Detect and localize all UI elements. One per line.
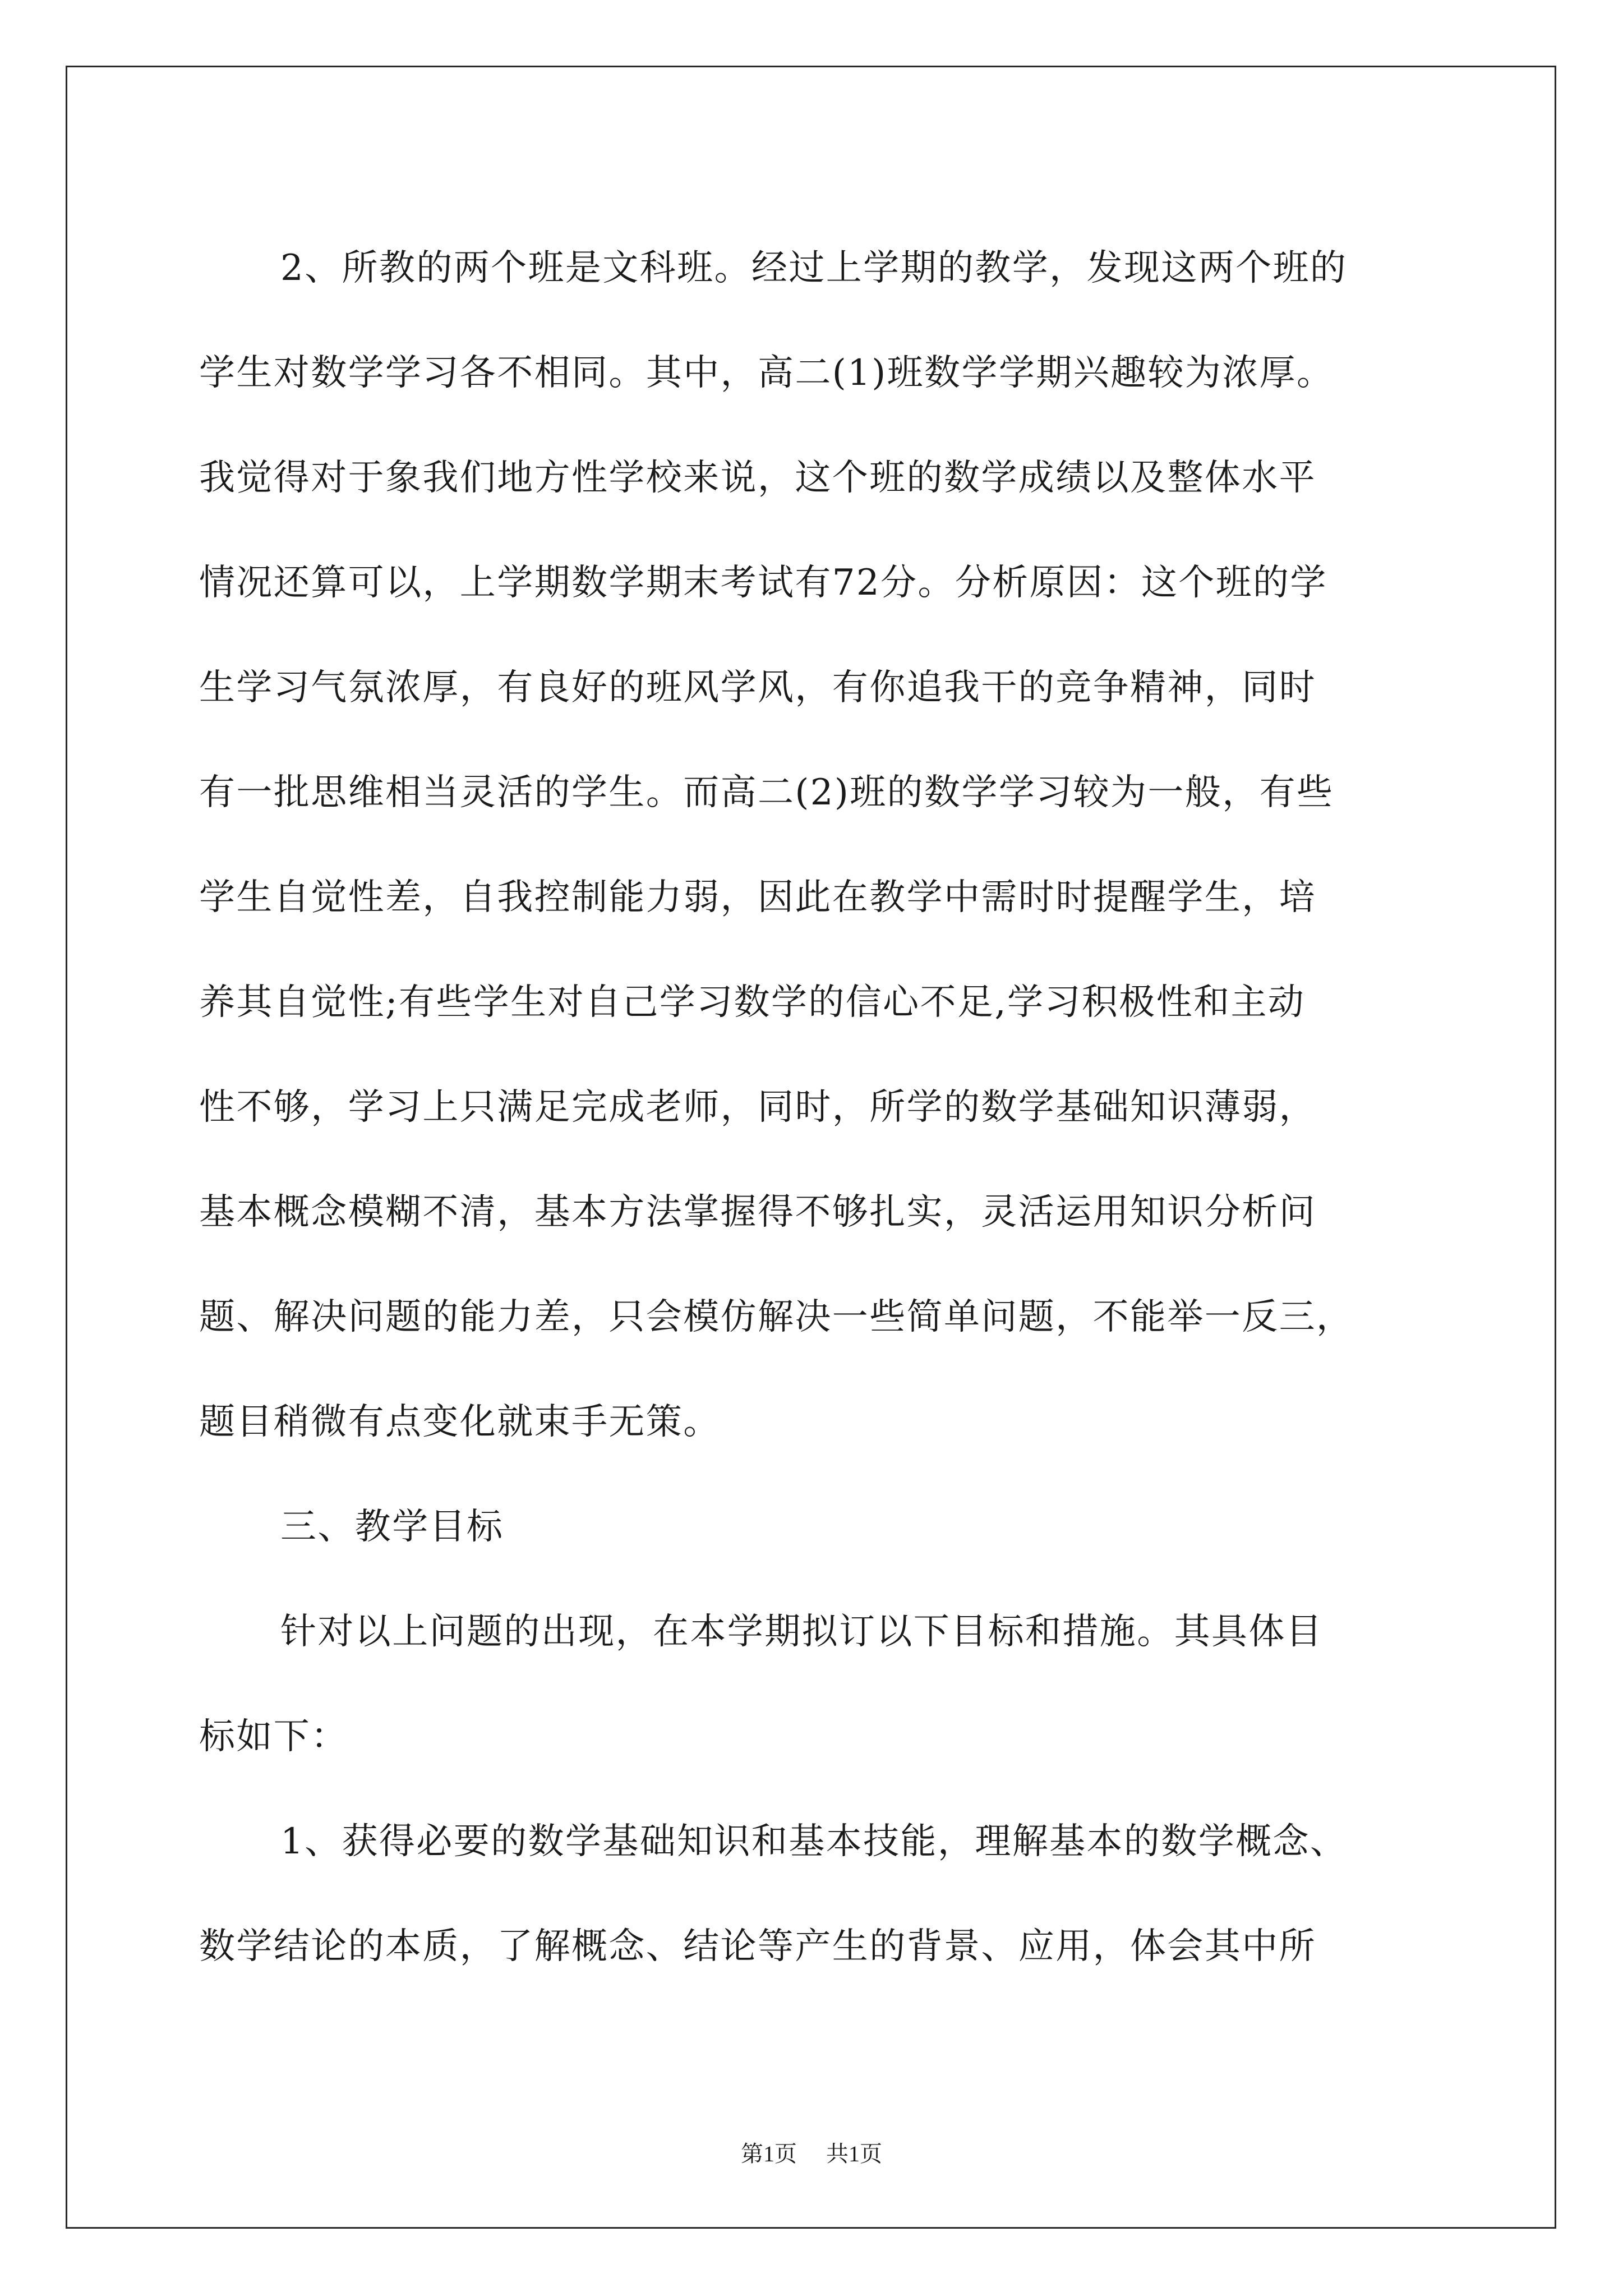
text-line: 学生对数学学习各不相同。其中，高二(1)班数学学期兴趣较为浓厚。: [199, 352, 1334, 394]
page-total: 共1页: [826, 2141, 882, 2166]
text-line: 情况还算可以，上学期数学期末考试有72分。分析原因：这个班的学: [199, 562, 1327, 604]
text-line: 学生自觉性差，自我控制能力弱，因此在教学中需时时提醒学生，培: [199, 877, 1316, 918]
text-line: 针对以上问题的出现，在本学期拟订以下目标和措施。其具体目: [280, 1611, 1324, 1653]
text-line: 基本概念模糊不清，基本方法掌握得不够扎实，灵活运用知识分析问: [199, 1191, 1316, 1233]
text-line: 生学习气氛浓厚，有良好的班风学风，有你追我干的竞争精神，同时: [199, 667, 1316, 708]
text-line: 性不够，学习上只满足完成老师，同时，所学的数学基础知识薄弱，: [199, 1087, 1316, 1128]
text-line: 数学结论的本质，了解概念、结论等产生的背景、应用，体会其中所: [199, 1926, 1316, 1967]
text-line: 有一批思维相当灵活的学生。而高二(2)班的数学学习较为一般，有些: [199, 772, 1334, 813]
section-heading: 三、教学目标: [280, 1506, 504, 1548]
text-line: 我觉得对于象我们地方性学校来说，这个班的数学成绩以及整体水平: [199, 457, 1316, 499]
text-line: 养其自觉性;有些学生对自己学习数学的信心不足,学习积极性和主动: [199, 982, 1306, 1023]
text-line: 题目稍微有点变化就束手无策。: [199, 1401, 721, 1443]
text-line: 标如下：: [199, 1716, 348, 1757]
text-line: 2、所教的两个班是文科班。经过上学期的教学，发现这两个班的: [280, 247, 1348, 289]
page-footer: [0, 2137, 1623, 2171]
page-number: 第1页: [741, 2141, 797, 2166]
text-line: 1、获得必要的数学基础知识和基本技能，理解基本的数学概念、: [280, 1821, 1348, 1862]
document-body: [199, 216, 1436, 1999]
text-line: 题、解决问题的能力差，只会模仿解决一些简单问题，不能举一反三，: [199, 1296, 1354, 1338]
